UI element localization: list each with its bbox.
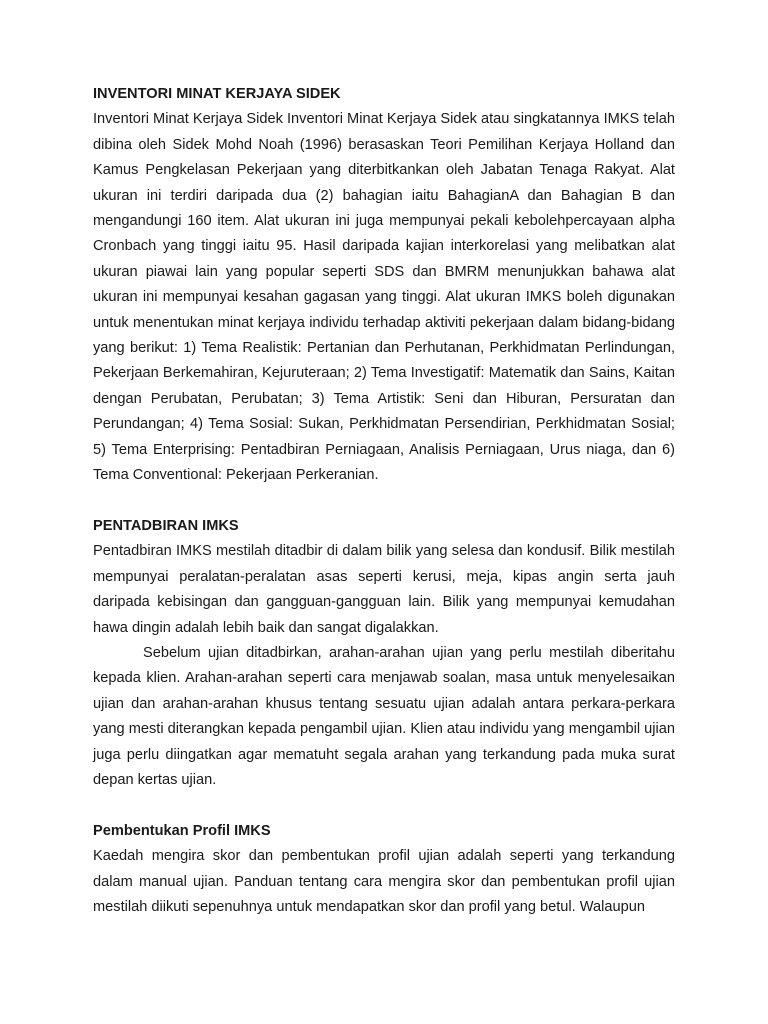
section-heading: Pembentukan Profil IMKS (93, 822, 271, 839)
section-gap (93, 489, 675, 514)
body-paragraph: Inventori Minat Kerjaya Sidek Inventori Minat Kerjaya Sidek atau singkatannya IMKS telah dibina oleh Sidek Mohd Noah (1996) berasaskan Teori Pemilihan Kerjaya Holland dan Kamus Pengkelasan Pekerjaan yang diterbitkankan oleh Jabatan Tenaga Rakyat. Alat ukuran ini terdiri daripada dua (2) bahagian iaitu BahagianA dan Bahagian B dan mengandungi 160 item. Alat ukuran ini juga mempunyai pekali kebolehpercayaan alpha Cronbach yang tinggi iaitu 95. Hasil daripada kajian interkorelasi yang melibatkan alat ukuran piawai lain yang popular seperti SDS dan BMRM menunjukkan bahawa alat ukuran ini mempunyai kesahan gagasan yang tinggi. Alat ukuran IMKS boleh digunakan untuk menentukan minat kerjaya individu terhadap aktiviti pekerjaan dalam bidang-bidang yang berikut: 1) Tema Realistik: Pertanian dan Perhutanan, Perkhidmatan Perlindungan, Pekerjaan Berkemahiran, Kejuruteraan; 2) Tema Investigatif: Matematik dan Sains, Kaitan dengan Perubatan, Perubatan; 3) Tema Artistik: Seni dan Hiburan, Persuratan dan Perundangan; 4) Tema Sosial: Sukan, Perkhidmatan Persendirian, Perkhidmatan Sosial; 5) Tema Enterprising: Pentadbiran Perniagaan, Analisis Perniagaan, Urus niaga, dan 6) Tema Conventional: Pekerjaan Perkeranian. (93, 111, 675, 484)
body-paragraph: Pentadbiran IMKS mestilah ditadbir di dalam bilik yang selesa dan kondusif. Bilik mestilah mempunyai peralatan-peralatan asas seperti kerusi, meja, kipas angin serta jauh daripada kebisingan dan gangguan-gangguan lain. Bilik yang mempunyai kemudahan hawa dingin adalah lebih baik dan sangat digalakkan. (93, 543, 675, 636)
section-pentadbiran (93, 514, 675, 793)
section-heading: INVENTORI MINAT KERJAYA SIDEK (93, 86, 341, 102)
section-inventori (93, 82, 675, 489)
document-page (93, 82, 675, 920)
section-heading: PENTADBIRAN IMKS (93, 517, 239, 534)
section-pembentukan-profil (93, 819, 675, 921)
body-paragraph: Sebelum ujian ditadbirkan, arahan-arahan ujian yang perlu mestilah diberitahu kepada klien. Arahan-arahan seperti cara menjawab soalan, masa untuk menyelesaikan ujian dan arahan-arahan khusus tentang sesuatu ujian adalah antara perkara-perkara yang mesti diterangkan kepada pengambil ujian. Klien atau individu yang mengambil ujian juga perlu diingatkan agar mematuht segala arahan yang terkandung pada muka surat depan kertas ujian. (93, 644, 675, 788)
section-gap (93, 793, 675, 818)
body-paragraph: Kaedah mengira skor dan pembentukan profil ujian adalah seperti yang terkandung dalam manual ujian. Panduan tentang cara mengira skor dan pembentukan profil ujian mestilah diikuti sepenuhnya untuk mendapatkan skor dan profil yang betul. Walaupun (93, 848, 675, 915)
